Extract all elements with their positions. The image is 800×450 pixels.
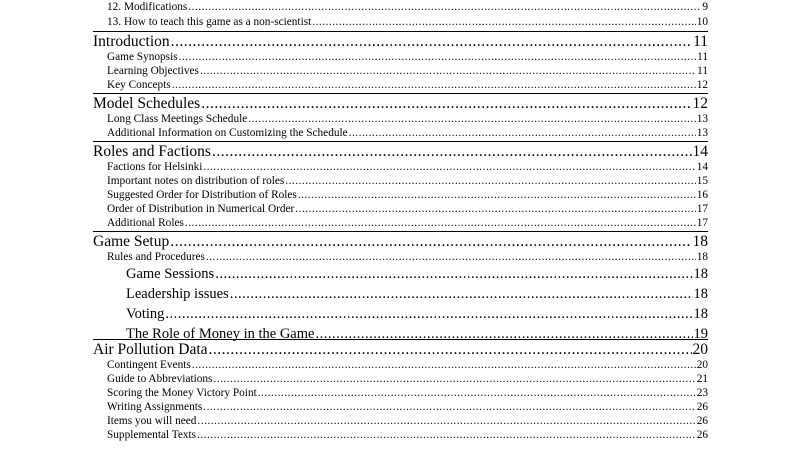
toc-entry-title: Roles and Factions xyxy=(93,143,211,160)
toc-heading[interactable] xyxy=(93,339,708,359)
toc-entry[interactable] xyxy=(107,78,708,92)
toc-entry[interactable] xyxy=(107,50,708,64)
toc-page-number: 26 xyxy=(696,415,708,427)
toc-page-number: 18 xyxy=(692,233,708,250)
toc-page-number: 10 xyxy=(696,16,708,28)
toc-entry[interactable] xyxy=(126,264,708,284)
dot-leader xyxy=(201,94,691,113)
toc-entry[interactable] xyxy=(126,284,708,304)
toc-entry-title: Guide to Abbreviations xyxy=(107,373,213,385)
toc-entry-title: Game Synopsis xyxy=(107,51,178,63)
dot-leader xyxy=(230,284,693,304)
toc-entry-title: Long Class Meetings Schedule xyxy=(107,113,248,125)
toc-page-number: 18 xyxy=(693,306,708,322)
toc-entry-title: Additional Roles xyxy=(107,217,184,229)
toc-entry-title: Model Schedules xyxy=(93,95,201,112)
toc-entry[interactable] xyxy=(126,304,708,324)
toc-page-number: 14 xyxy=(692,143,708,160)
toc-entry[interactable] xyxy=(107,15,708,29)
toc-page-number: 9 xyxy=(702,1,708,13)
dot-leader xyxy=(192,358,696,372)
toc-page-number: 11 xyxy=(693,33,708,50)
dot-leader xyxy=(213,372,695,386)
toc-entry[interactable] xyxy=(107,188,708,202)
toc-entry-title: Game Sessions xyxy=(126,266,215,282)
dot-leader xyxy=(349,126,696,140)
toc-entry-title: Order of Distribution in Numerical Order xyxy=(107,203,295,215)
dot-leader xyxy=(298,188,696,202)
toc-entry[interactable] xyxy=(107,174,708,188)
toc-page-number: 21 xyxy=(696,373,708,385)
toc-entry-title: Introduction xyxy=(93,33,170,50)
toc-heading[interactable] xyxy=(93,231,708,251)
toc-entry-title: Key Concepts xyxy=(107,79,171,91)
toc-entry[interactable] xyxy=(107,250,708,264)
dot-leader xyxy=(179,50,697,64)
toc-entry-title: Writing Assignments xyxy=(107,401,203,413)
toc-page-number: 18 xyxy=(693,286,708,302)
toc-entry-title: Items you will need xyxy=(107,415,197,427)
toc-heading[interactable] xyxy=(93,93,708,113)
dot-leader xyxy=(185,216,696,230)
toc-entry[interactable] xyxy=(107,126,708,140)
toc-entry[interactable] xyxy=(107,160,708,174)
toc-page-number: 20 xyxy=(696,359,708,371)
dot-leader xyxy=(209,340,692,359)
dot-leader xyxy=(212,142,692,161)
toc-entry-title: Scoring the Money Victory Point xyxy=(107,387,257,399)
toc-page-number: 18 xyxy=(693,266,708,282)
toc-page-number: 12 xyxy=(692,95,708,112)
dot-leader xyxy=(203,160,695,174)
dot-leader xyxy=(200,64,696,78)
dot-leader xyxy=(215,264,692,284)
toc-entry[interactable] xyxy=(107,0,708,14)
toc-entry-title: Supplemental Texts xyxy=(107,429,197,441)
toc-page-number: 18 xyxy=(696,251,708,263)
toc-page-number: 17 xyxy=(696,203,708,215)
toc-entry-title: Voting xyxy=(126,306,165,322)
dot-leader xyxy=(285,174,695,188)
dot-leader xyxy=(197,414,695,428)
toc-entry[interactable] xyxy=(107,64,708,78)
toc-heading[interactable] xyxy=(93,31,708,51)
toc-page-number: 11 xyxy=(697,65,708,77)
toc-entry[interactable] xyxy=(107,372,708,386)
toc-entry[interactable] xyxy=(107,358,708,372)
dot-leader xyxy=(171,32,692,51)
toc-entry-title: Important notes on distribution of roles xyxy=(107,175,285,187)
toc-entry-title: Contingent Events xyxy=(107,359,191,371)
toc-entry-title: Additional Information on Customizing the Schedule xyxy=(107,127,348,139)
dot-leader xyxy=(197,428,696,442)
toc-heading[interactable] xyxy=(93,141,708,161)
dot-leader xyxy=(203,400,695,414)
toc-entry[interactable] xyxy=(107,428,708,442)
dot-leader xyxy=(295,202,695,216)
toc-page-number: 20 xyxy=(692,341,708,358)
toc-page-number: 11 xyxy=(697,51,708,63)
toc-entry-title: Air Pollution Data xyxy=(93,341,208,358)
toc-entry-title: Factions for Helsinki xyxy=(107,161,203,173)
toc-page-number: 17 xyxy=(696,217,708,229)
dot-leader xyxy=(248,112,695,126)
dot-leader xyxy=(206,250,696,264)
toc-entry[interactable] xyxy=(107,112,708,126)
dot-leader xyxy=(188,0,701,14)
toc-entry[interactable] xyxy=(107,414,708,428)
toc-entry-title: Suggested Order for Distribution of Roles xyxy=(107,189,297,201)
dot-leader xyxy=(312,15,695,29)
toc-entry-title: 13. How to teach this game as a non-scientist xyxy=(107,16,312,28)
toc-page-number: 23 xyxy=(696,387,708,399)
toc-page-number: 13 xyxy=(696,127,708,139)
toc-page-number: 12 xyxy=(696,79,708,91)
dot-leader xyxy=(170,232,691,251)
toc-entry-title: The Role of Money in the Game xyxy=(126,326,315,342)
toc-entry-title: Game Setup xyxy=(93,233,170,250)
toc-page-number: 16 xyxy=(696,189,708,201)
toc-page-number: 26 xyxy=(696,401,708,413)
toc-page-number: 26 xyxy=(696,429,708,441)
toc-entry-title: Rules and Procedures xyxy=(107,251,205,263)
toc-page-number: 19 xyxy=(693,326,708,342)
dot-leader xyxy=(172,78,696,92)
toc-page-number: 14 xyxy=(696,161,708,173)
dot-leader xyxy=(165,304,692,324)
toc-entry[interactable] xyxy=(107,386,708,400)
toc-entry[interactable] xyxy=(107,216,708,230)
toc-page-number: 13 xyxy=(696,113,708,125)
toc-entry-title: Leadership issues xyxy=(126,286,229,302)
toc-entry[interactable] xyxy=(107,400,708,414)
toc-entry-title: Learning Objectives xyxy=(107,65,199,77)
toc-entry-title: 12. Modifications xyxy=(107,1,188,13)
dot-leader xyxy=(258,386,696,400)
toc-entry[interactable] xyxy=(107,202,708,216)
toc-page-number: 15 xyxy=(696,175,708,187)
